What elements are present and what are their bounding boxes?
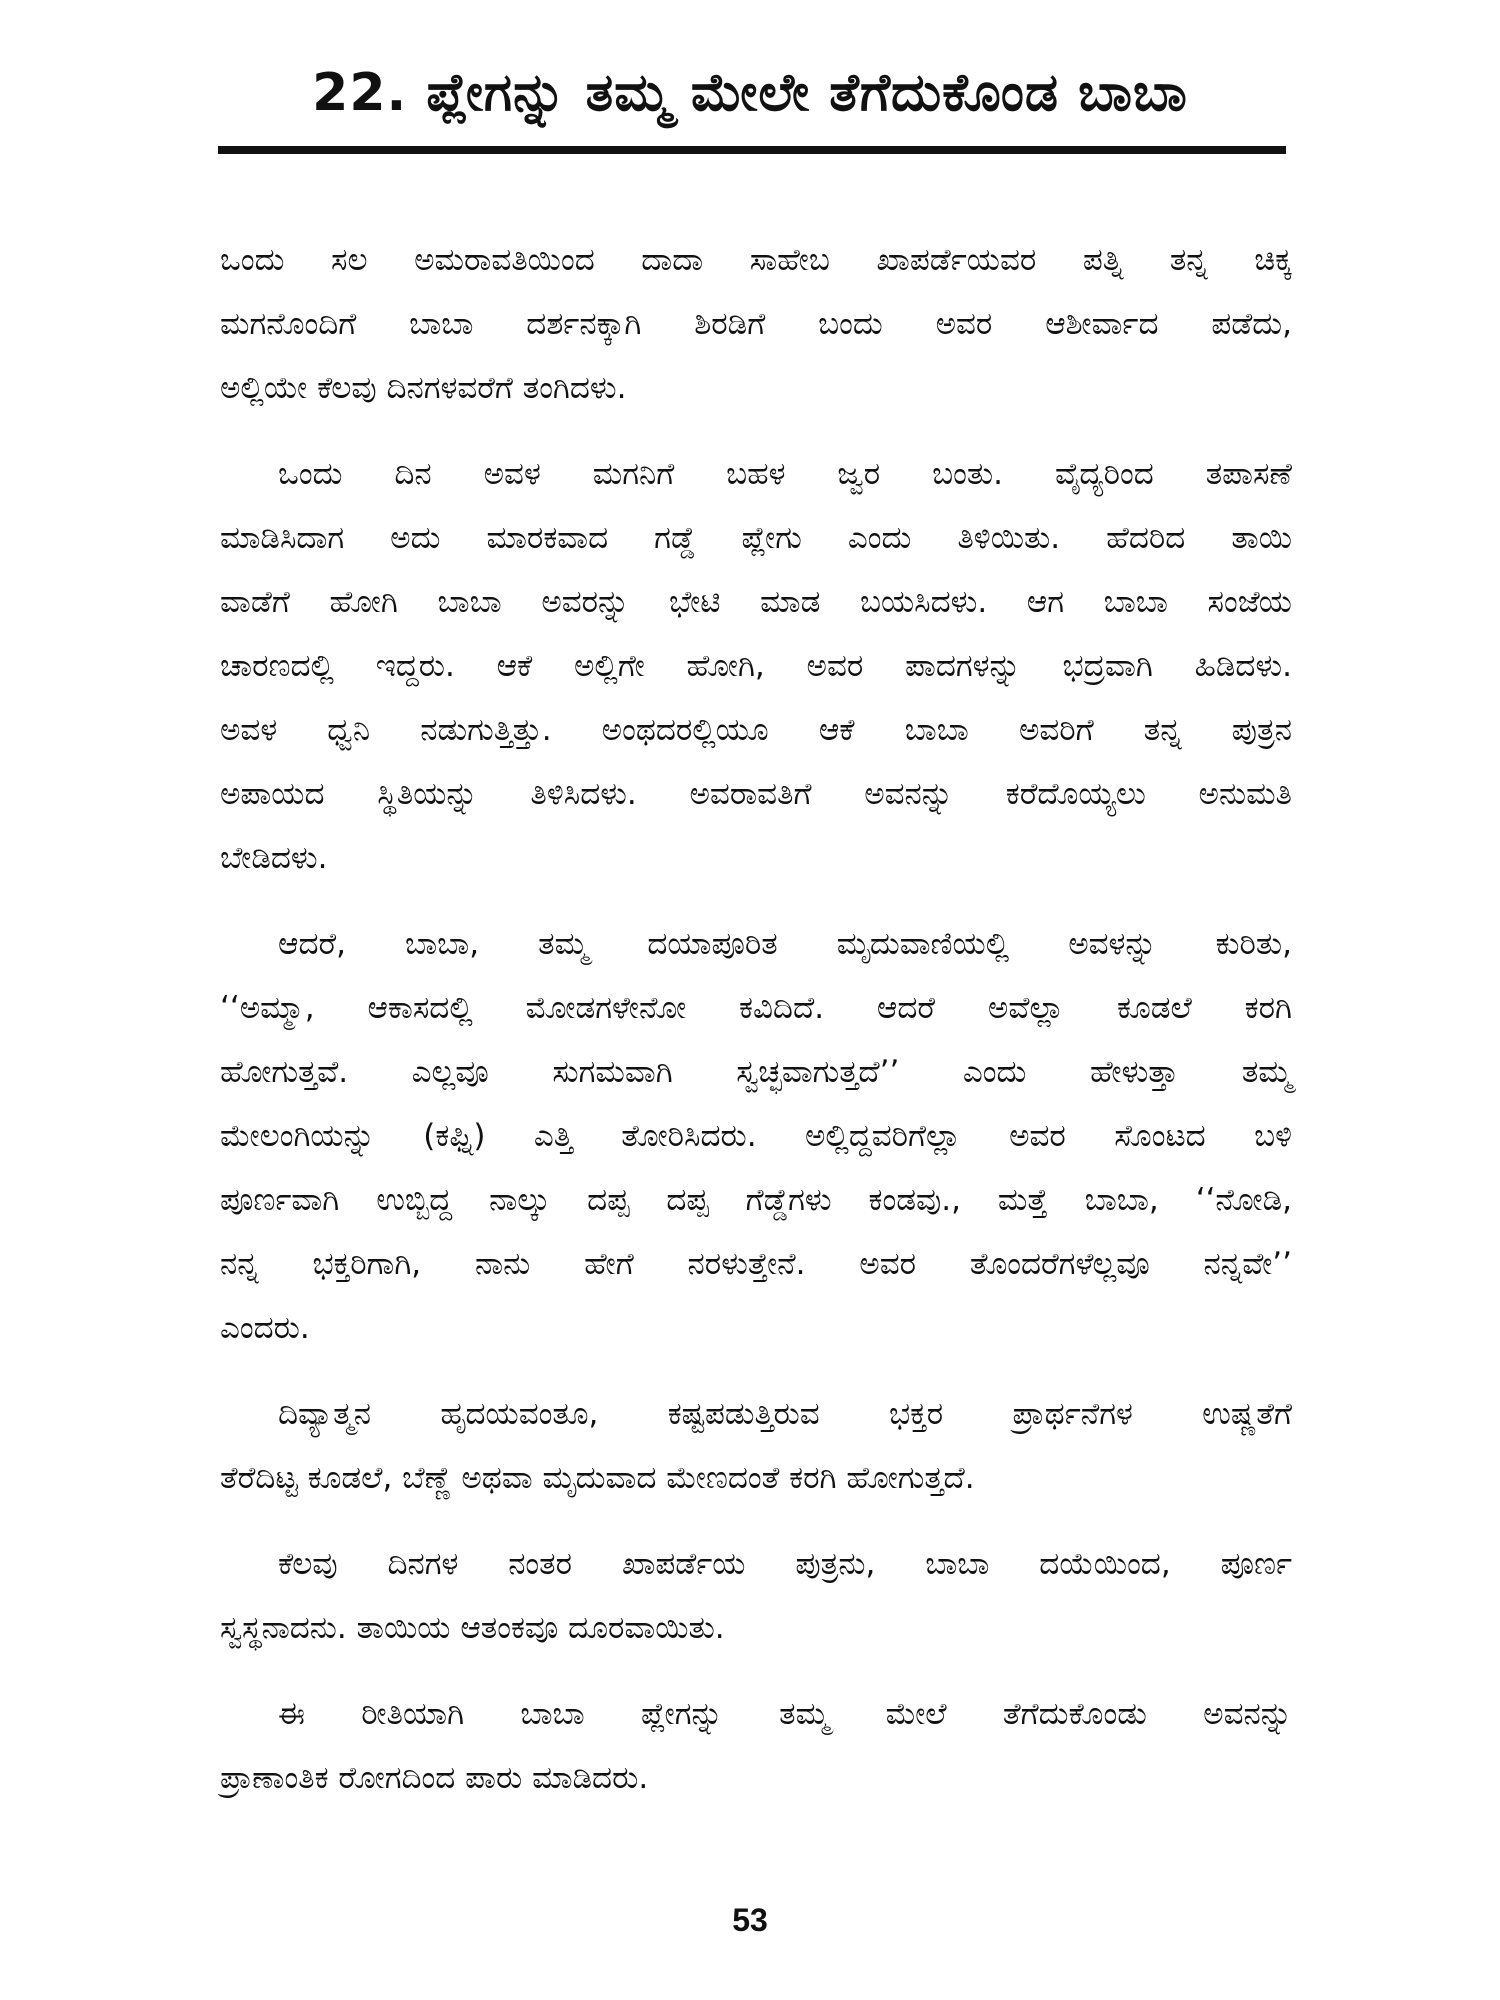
page-number: 53 [732, 1902, 768, 1938]
paragraph [220, 912, 1292, 1360]
text-line: ಮಾಡಿಸಿದಾಗ ಅದು ಮಾರಕವಾದ ಗಡ್ಡೆ ಪ್ಲೇಗು ಎಂದು ತಿಳಿಯಿತು. ಹೆದರಿದ ತಾಯಿ [220, 520, 1292, 556]
text-line: ಪೂರ್ಣವಾಗಿ ಉಬ್ಬಿದ್ದ ನಾಲ್ಕು ದಪ್ಪ ದಪ್ಪ ಗೆಡ್ಡೆಗಳು ಕಂಡವು., ಮತ್ತೆ ಬಾಬಾ, ‘‘ನೋಡಿ, [220, 1182, 1292, 1218]
text-line: ಅಪಾಯದ ಸ್ಥಿತಿಯನ್ನು ತಿಳಿಸಿದಳು. ಅವರಾವತಿಗೆ ಅವನನ್ನು ಕರೆದೊಯ್ಯಲು ಅನುಮತಿ [220, 776, 1292, 812]
text-line: ಒಂದು ದಿನ ಅವಳ ಮಗನಿಗೆ ಬಹಳ ಜ್ವರ ಬಂತು. ವೈದ್ಯರಿಂದ ತಪಾಸಣೆ [278, 456, 1292, 492]
text-line: ತೆರೆದಿಟ್ಟ ಕೂಡಲೆ, ಬೆಣ್ಣೆ ಅಥವಾ ಮೃದುವಾದ ಮೇಣದಂತೆ ಕರಗಿ ಹೋಗುತ್ತದೆ. [220, 1460, 975, 1496]
title-underline-rule [218, 146, 1286, 154]
text-line: ಆದರೆ, ಬಾಬಾ, ತಮ್ಮ ದಯಾಪೂರಿತ ಮೃದುವಾಣಿಯಲ್ಲಿ ಅವಳನ್ನು ಕುರಿತು, [278, 926, 1292, 962]
paragraph [220, 1682, 1292, 1810]
text-line: ನನ್ನ ಭಕ್ತರಿಗಾಗಿ, ನಾನು ಹೇಗೆ ನರಳುತ್ತೇನೆ. ಅವರ ತೊಂದರೆಗಳೆಲ್ಲವೂ ನನ್ನವೇ’’ [220, 1246, 1292, 1282]
text-line: ಚಾರಣದಲ್ಲಿ ಇದ್ದರು. ಆಕೆ ಅಲ್ಲಿಗೇ ಹೋಗಿ, ಅವರ ಪಾದಗಳನ್ನು ಭದ್ರವಾಗಿ ಹಿಡಿದಳು. [220, 648, 1292, 684]
paragraph [220, 228, 1292, 420]
text-line: ಕೆಲವು ದಿನಗಳ ನಂತರ ಖಾಪರ್ಡೆಯ ಪುತ್ರನು, ಬಾಬಾ ದಯೆಯಿಂದ, ಪೂರ್ಣ [278, 1546, 1292, 1582]
text-line: ಮೇಲಂಗಿಯನ್ನು (ಕಫ್ನಿ) ಎತ್ತಿ ತೋರಿಸಿದರು. ಅಲ್ಲಿದ್ದವರಿಗೆಲ್ಲಾ ಅವರ ಸೊಂಟದ ಬಳಿ [220, 1118, 1292, 1154]
paragraph [220, 442, 1292, 890]
text-line: ‘‘ಅಮ್ಮಾ, ಆಕಾಸದಲ್ಲಿ ಮೋಡಗಳೇನೋ ಕವಿದಿದೆ. ಆದರೆ ಅವೆಲ್ಲಾ ಕೂಡಲೆ ಕರಗಿ [220, 990, 1292, 1026]
paragraph [220, 1382, 1292, 1510]
text-line: ಅವಳ ಧ್ವನಿ ನಡುಗುತ್ತಿತ್ತು. ಅಂಥದರಲ್ಲಿಯೂ ಆಕೆ ಬಾಬಾ ಅವರಿಗೆ ತನ್ನ ಪುತ್ರನ [220, 712, 1292, 748]
paragraph [220, 1532, 1292, 1660]
text-line: ಮಗನೊಂದಿಗೆ ಬಾಬಾ ದರ್ಶನಕ್ಕಾಗಿ ಶಿರಡಿಗೆ ಬಂದು ಅವರ ಆಶೀರ್ವಾದ ಪಡೆದು, [220, 306, 1292, 342]
text-line: ಸ್ವಸ್ಥನಾದನು. ತಾಯಿಯ ಆತಂಕವೂ ದೂರವಾಯಿತು. [220, 1610, 725, 1646]
text-line: ಎಂದರು. [220, 1310, 310, 1346]
text-line: ಅಲ್ಲಿಯೇ ಕೆಲವು ದಿನಗಳವರೆಗೆ ತಂಗಿದಳು. [220, 370, 627, 406]
text-line: ಒಂದು ಸಲ ಅಮರಾವತಿಯಿಂದ ದಾದಾ ಸಾಹೇಬ ಖಾಪರ್ಡೆಯವರ ಪತ್ನಿ ತನ್ನ ಚಿಕ್ಕ [220, 242, 1292, 278]
chapter-title: 22. ಪ್ಲೇಗನ್ನು ತಮ್ಮ ಮೇಲೇ ತೆಗೆದುಕೊಂಡ ಬಾಬಾ [312, 63, 1188, 123]
text-line: ದಿವ್ಯಾತ್ಮನ ಹೃದಯವಂತೂ, ಕಷ್ಟಪಡುತ್ತಿರುವ ಭಕ್ತರ ಪ್ರಾರ್ಥನೆಗಳ ಉಷ್ಣತೆಗೆ [278, 1396, 1292, 1432]
text-line: ಹೋಗುತ್ತವೆ. ಎಲ್ಲವೂ ಸುಗಮವಾಗಿ ಸ್ವಚ್ಛವಾಗುತ್ತದೆ’’ ಎಂದು ಹೇಳುತ್ತಾ ತಮ್ಮ [220, 1054, 1292, 1090]
text-line: ಈ ರೀತಿಯಾಗಿ ಬಾಬಾ ಪ್ಲೇಗನ್ನು ತಮ್ಮ ಮೇಲೆ ತೆಗೆದುಕೊಂಡು ಅವನನ್ನು [278, 1696, 1292, 1732]
body-text [220, 228, 1292, 1832]
text-line: ಪ್ರಾಣಾಂತಿಕ ರೋಗದಿಂದ ಪಾರು ಮಾಡಿದರು. [220, 1760, 649, 1796]
text-line: ಬೇಡಿದಳು. [220, 840, 328, 876]
text-line: ವಾಡೆಗೆ ಹೋಗಿ ಬಾಬಾ ಅವರನ್ನು ಭೇಟಿ ಮಾಡ ಬಯಸಿದಳು. ಆಗ ಬಾಬಾ ಸಂಜೆಯ [220, 584, 1292, 620]
